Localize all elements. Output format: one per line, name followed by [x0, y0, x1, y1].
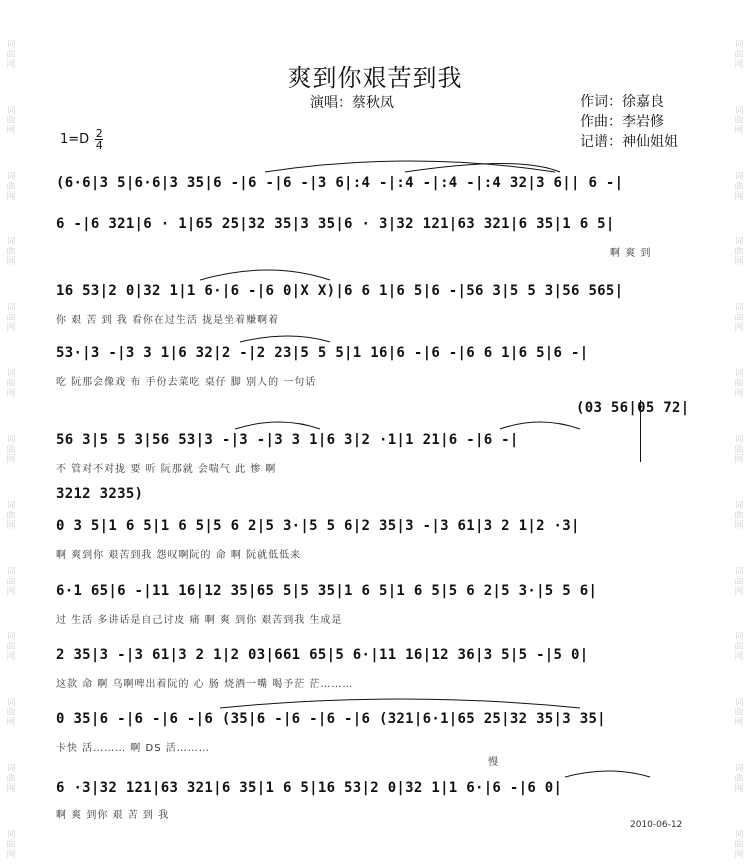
key-label: 1=D: [60, 132, 90, 147]
notes-row-8: 2 35|3 -|3 61|3 2 1|2 03|661 65|5 6·|11 16|12 36|3 5|5 -|5 0|: [56, 647, 589, 663]
watermark-mark: 词 曲 网: [6, 237, 16, 268]
lyrics-row-6: 啊 爽到你 艰苦到我 怨叹啊阮的 命 啊 阮就低低来: [56, 550, 302, 561]
notes-row-5: 56 3|5 5 3|56 53|3 -|3 -|3 3 1|6 3|2 ·1|1 21|6 -|6 -|: [56, 432, 519, 448]
watermark-mark: 词 曲 网: [734, 698, 744, 729]
tempo-mark: 慢: [488, 757, 499, 768]
watermark-mark: 词 曲 网: [734, 171, 744, 202]
watermark-mark: 词 曲 网: [6, 632, 16, 663]
credits: [580, 92, 678, 152]
notes-row-6: 0 3 5|1 6 5|1 6 5|5 6 2|5 3·|5 5 6|2 35|3 -|3 61|3 2 1|2 ·3|: [56, 518, 580, 534]
watermark-mark: 词 曲 网: [6, 434, 16, 465]
bracket-line: [640, 400, 641, 462]
notes-row-9: 0 35|6 -|6 -|6 -|6 (35|6 -|6 -|6 -|6 (321|6·1|65 25|32 35|3 35|: [56, 711, 606, 727]
watermark-mark: 词 曲 网: [6, 829, 16, 860]
watermark-mark: 词 曲 网: [6, 40, 16, 70]
watermark-mark: 词 曲 网: [6, 105, 16, 136]
singer-line: 演唱：蔡秋凤: [310, 95, 394, 111]
notes-row-1: (6·6|3 5|6·6|3 35|6 -|6 -|6 -|3 6|:4 -|:4 -|:4 -|:4 32|3 6|| 6 -|: [56, 175, 624, 191]
notes-row-5-intro: (03 56|05 72|: [576, 400, 690, 416]
watermark-mark: 词 曲 网: [6, 764, 16, 795]
lyrics-row-3: 你 艰 苦 到 我 看你在过生活 拢是坐着赚啊着: [56, 315, 280, 326]
song-title: 爽到你艰苦到我: [287, 64, 463, 92]
lyricist: 作词：徐嘉良: [580, 94, 664, 110]
lyrics-row-7: 过 生活 多讲话是自己讨皮 痛 啊 爽 到你 艰苦到我 生成是: [56, 615, 343, 626]
watermark-mark: 词 曲 网: [6, 500, 16, 531]
watermark-mark: 词 曲 网: [734, 434, 744, 465]
watermark-mark: 词 曲 网: [734, 40, 744, 70]
notes-row-2: 6 -|6 321|6 · 1|65 25|32 35|3 35|6 · 3|32 121|63 321|6 35|1 6 5|: [56, 216, 615, 232]
key-signature: [60, 128, 103, 151]
watermark-mark: 词 曲 网: [734, 500, 744, 531]
watermark-mark: 词 曲 网: [734, 566, 744, 597]
lyrics-row-4: 吃 阮那会像戏 布 手份去菜吃 桌仔 脚 别人的 一句话: [56, 377, 317, 388]
date-stamp: 2010-06-12: [630, 820, 683, 830]
lyrics-row-5: 不 管对不对拢 要 听 阮那就 会喘气 此 惨 啊: [56, 464, 277, 475]
watermark-mark: 词 曲 网: [6, 171, 16, 202]
transcriber: 记谱：神仙姐姐: [580, 134, 678, 150]
watermark-mark: 词 曲 网: [734, 764, 744, 795]
watermark-mark: 词 曲 网: [734, 303, 744, 334]
lyrics-row-10: 啊 爽 到你 艰 苦 到 我: [56, 810, 170, 821]
composer: 作曲：李岩修: [580, 114, 664, 130]
watermark-right: [732, 40, 746, 860]
lyrics-row-9: 卡快 活……… 啊 DS 活………: [56, 743, 210, 754]
notes-row-10: 6 ·3|32 121|63 321|6 35|1 6 5|16 53|2 0|32 1|1 6·|6 -|6 0|: [56, 780, 563, 796]
watermark-mark: 词 曲 网: [734, 105, 744, 136]
time-bottom: 4: [95, 139, 103, 152]
watermark-mark: 词 曲 网: [6, 698, 16, 729]
time-signature: [95, 128, 103, 151]
watermark-mark: 词 曲 网: [6, 566, 16, 597]
watermark-mark: 词 曲 网: [6, 369, 16, 400]
watermark-left: [4, 40, 18, 860]
notes-row-7: 6·1 65|6 -|11 16|12 35|65 5|5 35|1 6 5|1 6 5|5 6 2|5 3·|5 5 6|: [56, 583, 598, 599]
notes-row-4: 53·|3 -|3 3 1|6 32|2 -|2 23|5 5 5|1 16|6 -|6 -|6 6 1|6 5|6 -|: [56, 345, 589, 361]
watermark-mark: 词 曲 网: [734, 632, 744, 663]
time-top: 2: [95, 127, 103, 140]
watermark-mark: 词 曲 网: [734, 369, 744, 400]
notes-row-3: 16 53|2 0|32 1|1 6·|6 -|6 0|X X)|6 6 1|6 5|6 -|56 3|5 5 3|56 565|: [56, 283, 624, 299]
notes-row-6-intro: 3212 3235): [56, 486, 144, 502]
watermark-mark: 词 曲 网: [734, 829, 744, 860]
watermark-mark: 词 曲 网: [6, 303, 16, 334]
lyrics-row-8: 这款 命 啊 乌啊啤出着阮的 心 肠 烧酒一嘴 喝予茫 茫………: [56, 679, 354, 690]
watermark-mark: 词 曲 网: [734, 237, 744, 268]
lyrics-row-2: 啊 爽 到: [610, 248, 652, 259]
